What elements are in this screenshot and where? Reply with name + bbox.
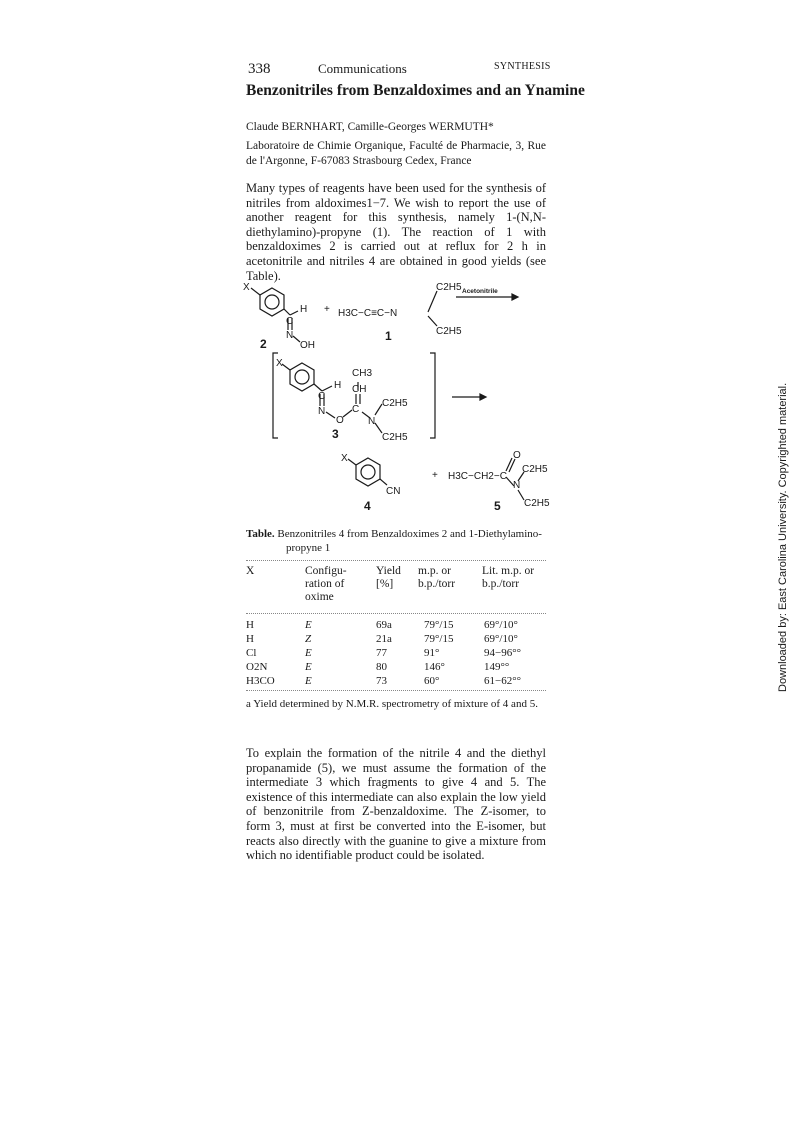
atom-n: N — [368, 416, 376, 427]
reagent-label: Acetonitrile — [462, 288, 498, 295]
table-header-yield: Yield [%] — [376, 565, 401, 590]
affiliation: Laboratoire de Chimie Organique, Faculté de Pharmacie, 3, Rue de l'Argonne, F-67083 Strasbourg Cedex, France — [246, 140, 546, 167]
ethyl-group: C2H5 — [436, 326, 462, 337]
compound-label-4: 4 — [364, 499, 371, 513]
ynamine-formula: H3C−C≡C−N — [338, 308, 398, 319]
atom-c: C — [352, 404, 360, 415]
journal-name: SYNTHESIS — [494, 61, 551, 72]
compound-label-2: 2 — [260, 337, 267, 351]
table-caption-text: Benzonitriles 4 from Benzaldoximes 2 and 1-Diethylamino- — [277, 528, 542, 540]
download-notice: Downloaded by: East Carolina University. Copyrighted material. — [777, 382, 789, 692]
table-header-lit: Lit. m.p. or b.p./torr — [482, 565, 535, 590]
reaction-scheme — [240, 278, 560, 518]
group-oh: OH — [300, 340, 315, 351]
table-rule — [246, 613, 546, 614]
article-title: Benzonitriles from Benzaldoximes and an Ynamine — [246, 82, 585, 99]
group-ch: CH — [352, 384, 367, 395]
atom-c: C — [286, 316, 294, 327]
nitrile-group: CN — [386, 486, 401, 497]
discussion-paragraph: To explain the formation of the nitrile 4 and the diethyl propanamide (5), we must assume the formation of the intermediate 3 which fragments to give 4 and 5. The existence of this intermediate can also explain the low yield of benzonitrile from Z-benzaldoxime. The Z-isomer, to form 3, must at first be converted into the E-isomer, but reacts also directly with the guanine to give a mixture from which no identifiable product could be isolated. — [246, 746, 546, 863]
plus-sign: + — [324, 304, 330, 315]
ethyl-group: C2H5 — [382, 432, 408, 443]
intro-paragraph: Many types of reagents have been used for the synthesis of nitriles from aldoximes1−7. We wish to report the use of another reagent for this synthesis, namely 1-(N,N-diethylamino)-propyne (1). The reaction of 1 with benzaldoximes 2 is carried out at reflux for 2 h in acetonitrile and nitriles 4 are obtained in good yields (see Table). — [246, 181, 546, 283]
ethyl-group: C2H5 — [524, 498, 550, 509]
table-header-mp: m.p. or b.p./torr — [418, 565, 456, 590]
benzene-ring-2 — [260, 288, 284, 316]
table-header-config: Configu- ration of oxime — [305, 565, 347, 603]
atom-n: N — [513, 480, 521, 491]
table-caption-label: Table. — [246, 528, 275, 540]
page-number: 338 — [248, 61, 271, 77]
table-rule — [246, 560, 546, 561]
methyl-group: CH3 — [352, 368, 373, 379]
authors: Claude BERNHART, Camille-Georges WERMUTH* — [246, 121, 494, 133]
ethyl-group: C2H5 — [436, 282, 462, 293]
benzene-ring-4 — [356, 458, 380, 486]
atom-n: N — [318, 406, 326, 417]
atom-o: O — [513, 450, 521, 461]
table-caption — [246, 527, 556, 555]
atom-h: H — [300, 304, 308, 315]
table-footnote: a Yield determined by N.M.R. spectrometry of mixture of 4 and 5. — [246, 698, 538, 710]
section-name: Communications — [318, 61, 407, 76]
plus-sign: + — [432, 470, 438, 481]
ethyl-group: C2H5 — [382, 398, 408, 409]
table-caption-text-line2: propyne 1 — [286, 542, 331, 554]
table-rule — [246, 690, 546, 691]
propanamide-formula: H3C−CH2−C — [448, 471, 507, 482]
atom-c: C — [318, 391, 326, 402]
compound-label-5: 5 — [494, 499, 501, 513]
substituent-x: X — [276, 358, 283, 369]
benzene-ring-3 — [290, 363, 314, 391]
compound-label-3: 3 — [332, 427, 339, 441]
atom-n: N — [286, 330, 294, 341]
substituent-x: X — [341, 453, 348, 464]
table-header-x: X — [246, 565, 255, 577]
atom-h: H — [334, 380, 342, 391]
atom-o: O — [336, 415, 344, 426]
substituent-x: X — [243, 282, 250, 293]
compound-label-1: 1 — [385, 329, 392, 343]
ethyl-group: C2H5 — [522, 464, 548, 475]
